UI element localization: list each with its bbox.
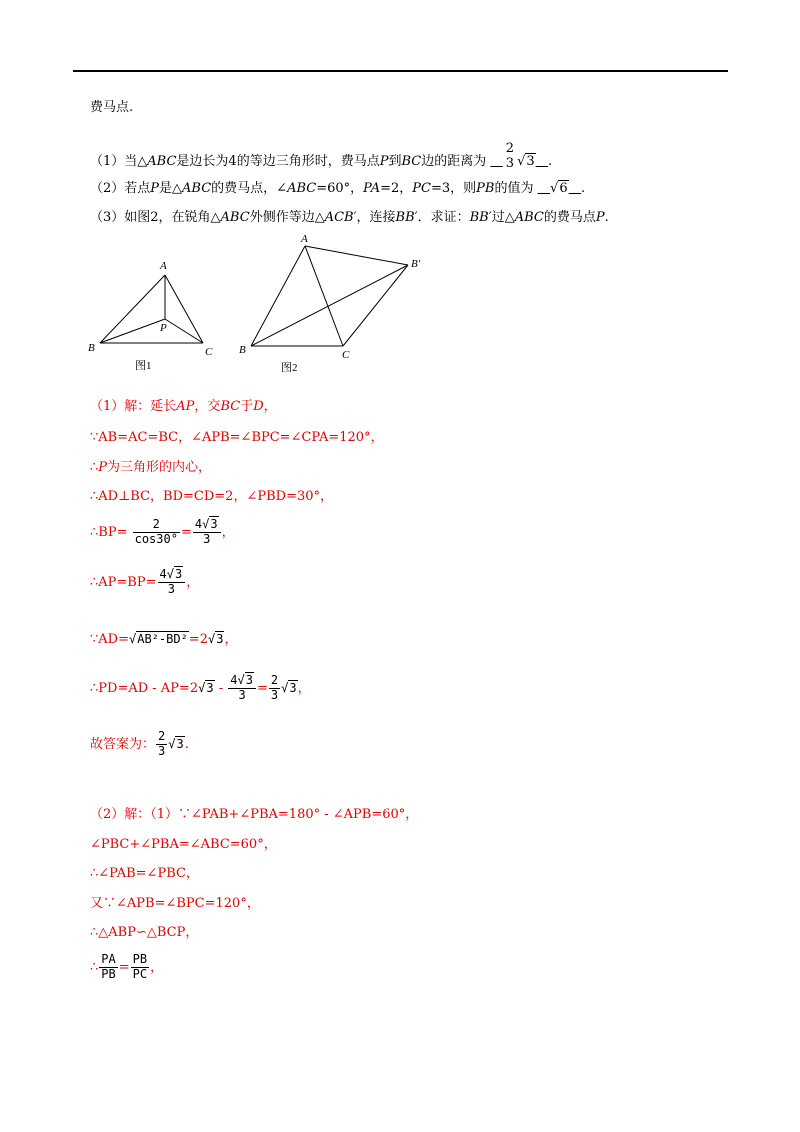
fig1-label-a: A: [160, 260, 167, 272]
fig2-edge-ac: [305, 246, 343, 346]
fig1-label-p: P: [160, 322, 167, 334]
fig1-label-b: B: [88, 342, 95, 354]
solution2-line4: 又∵∠APB=∠BPC=120°，: [90, 896, 260, 911]
solution1-line8: ∴PD=AD - AP=2√3 - $\frac{4√3}{3}$ = $\frac{2}{3}$ √3，: [90, 673, 311, 702]
solution2-line3: ∴∠PAB=∠PBC，: [90, 866, 199, 881]
fig2-label-c: C: [342, 349, 350, 361]
question-2: （2）若点P是△ABC的费马点，∠ABC=60°，PA=2，PC=3，则PB的值为 √6 .: [90, 181, 586, 196]
solution1-line1: （1）解：延长AP，交BC于D，: [90, 399, 277, 414]
fig2-edge-cb-prime: [343, 265, 408, 346]
intro-text: 费马点.: [90, 100, 134, 115]
solution2-line1: （2）解：（1）∵∠PAB+∠PBA=180° - ∠APB=60°，: [90, 807, 419, 822]
fig1-edge-ab: [100, 275, 165, 343]
header-rule: [73, 70, 728, 72]
solution1-line7: ∵AD=√AB²-BD²=2√3，: [90, 632, 238, 647]
fig2-edge-ab: [251, 246, 305, 346]
fig2-edge-bb-prime: [251, 265, 408, 346]
fig2-label-a: A: [301, 233, 308, 245]
question-3: （3）如图2，在锐角△ABC外侧作等边△ACB′，连接BB′．求证：BB′过△ABC的费马点P.: [90, 210, 609, 225]
fig2-caption: 图2: [281, 362, 298, 374]
solution1-line6: ∴AP=BP= $\frac{4√3}{3}$ ，: [90, 567, 200, 596]
solution1-line2: ∵AB=AC=BC，∠APB=∠BPC=∠CPA=120°，: [90, 430, 384, 445]
answer-blank-1: 2 3 √3: [505, 141, 535, 171]
solution1-answer: 故答案为： $\frac{2}{3}$ √3.: [90, 729, 189, 758]
fig1-edge-pc: [165, 319, 203, 343]
solution2-line5: ∴△ABP∽△BCP，: [90, 925, 199, 940]
fig2-edge-ab-prime: [305, 246, 408, 265]
solution1-line5: ∴BP= $\frac{2}{\cos 30^\circ}$ = $\frac{4√3}{3}$ ，: [90, 517, 235, 546]
fig1-caption: 图1: [135, 360, 152, 372]
solution2-line6: ∴ $\frac{PA}{PB}$ = $\frac{PB}{PC}$ ，: [90, 952, 164, 981]
fig1-label-c: C: [205, 346, 213, 358]
figure-1: [85, 255, 225, 375]
answer-blank-2: √6: [550, 181, 568, 196]
solution1-line3: ∴P为三角形的内心，: [90, 460, 212, 475]
solution1-line4: ∴AD⊥BC，BD=CD=2，∠PBD=30°，: [90, 489, 334, 504]
solution2-line2: ∠PBC+∠PBA=∠ABC=60°，: [90, 837, 277, 852]
fig1-edge-ac: [165, 275, 203, 343]
question-1: （1）当△ABC是边长为4的等边三角形时，费马点P到BC边的距离为 2 3 √3 .: [90, 141, 553, 171]
fig1-edge-pb: [100, 319, 165, 343]
fig2-label-b: B: [239, 344, 246, 356]
figure-2: [233, 232, 443, 377]
fig2-label-b-prime: B′: [411, 258, 421, 270]
